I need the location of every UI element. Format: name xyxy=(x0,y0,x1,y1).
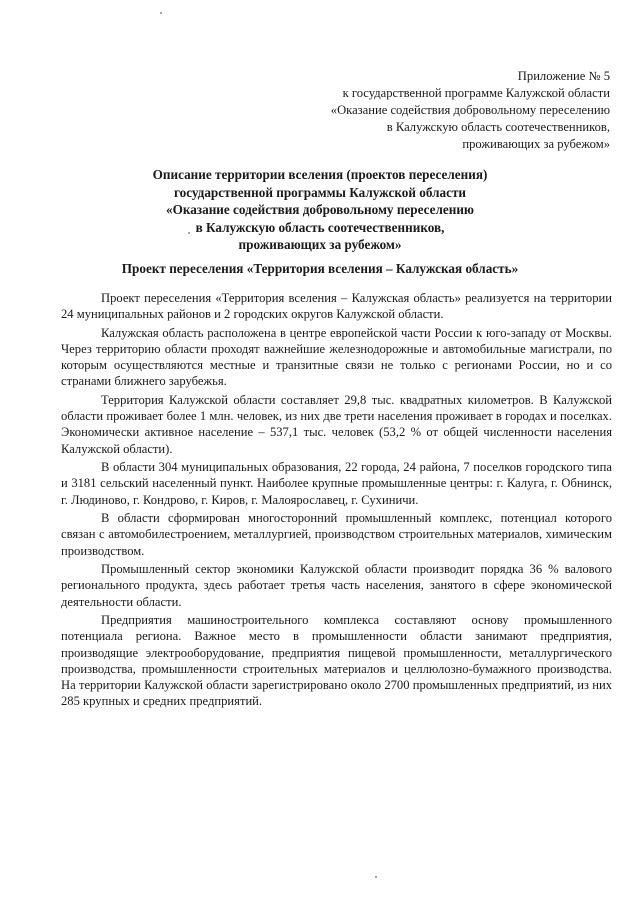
appendix-line: к государственной программе Калужской области xyxy=(342,86,610,100)
scan-speck xyxy=(375,876,377,878)
paragraph: Калужская область расположена в центре европейской части России к юго-западу от Москвы. Через территорию области проходят важнейшие железнодорожные и автомобильные магистрали, по которым осуществляются местные и транзитные связи не только с регионами России, но и со странами ближнего зарубежья. xyxy=(61,325,612,389)
paragraph: В области 304 муниципальных образования, 22 города, 24 района, 7 поселков городского типа и 3181 сельский населенный пункт. Наиболее крупные промышленные центры: г. Калуга, г. Обнинск, г. Людиново, г. Кондрово, г. Киров, г. Малоярославец, г. Сухиничи. xyxy=(61,460,612,507)
appendix-header xyxy=(331,68,610,153)
scan-speck xyxy=(160,12,162,14)
title-line: «Оказание содействия добровольному переселению xyxy=(165,202,475,217)
appendix-line: в Калужскую область соотечественников, xyxy=(386,120,610,134)
body-text xyxy=(61,290,612,712)
title-line: в Калужскую область соотечественников, xyxy=(195,219,445,235)
paragraph: Промышленный сектор экономики Калужской области производит порядка 36 % валового регионального продукта, здесь работает третья часть населения, занятого в сфере экономической деятельности области. xyxy=(61,562,612,609)
appendix-number: Приложение № 5 xyxy=(517,69,610,83)
paragraph: Территория Калужской области составляет 29,8 тыс. квадратных километров. В Калужской области проживает более 1 млн. человек, из них две трети населения проживает в городах и поселках. Экономически активное население – 537,1 тыс. человек (53,2 % от общей численности населения Калужской области). xyxy=(61,393,612,456)
paragraph: Проект переселения «Территория вселения – Калужская область» реализуется на территории 24 муниципальных районов и 2 городских округов Калужской области. xyxy=(61,291,612,322)
appendix-line: «Оказание содействия добровольному переселению xyxy=(330,103,610,117)
document-title xyxy=(95,166,545,254)
paragraph: Предприятия машиностроительного комплекса составляют основу промышленного потенциала региона. Важное место в промышленности области занимают предприятия, производящие электрооборудование, предприятия пищевой промышленности, металлургического производства, промышленности строительных материалов и целлюлозно-бумажного производства. На территории Калужской области зарегистрировано около 2700 промышленных предприятий, из них 285 крупных и средних предприятий. xyxy=(61,613,612,709)
project-subtitle: Проект переселения «Территория вселения – Калужская область» xyxy=(121,261,519,276)
appendix-line: проживающих за рубежом» xyxy=(462,137,610,151)
title-line: проживающих за рубежом» xyxy=(238,237,402,252)
title-line: государственной программы Калужской области xyxy=(173,184,467,200)
title-line: Описание территории вселения (проектов переселения) xyxy=(152,167,488,182)
paragraph: В области сформирован многосторонний промышленный комплекс, потенциал которого связан с автомобилестроением, металлургией, производством строительных материалов, химическим производством. xyxy=(61,511,612,558)
